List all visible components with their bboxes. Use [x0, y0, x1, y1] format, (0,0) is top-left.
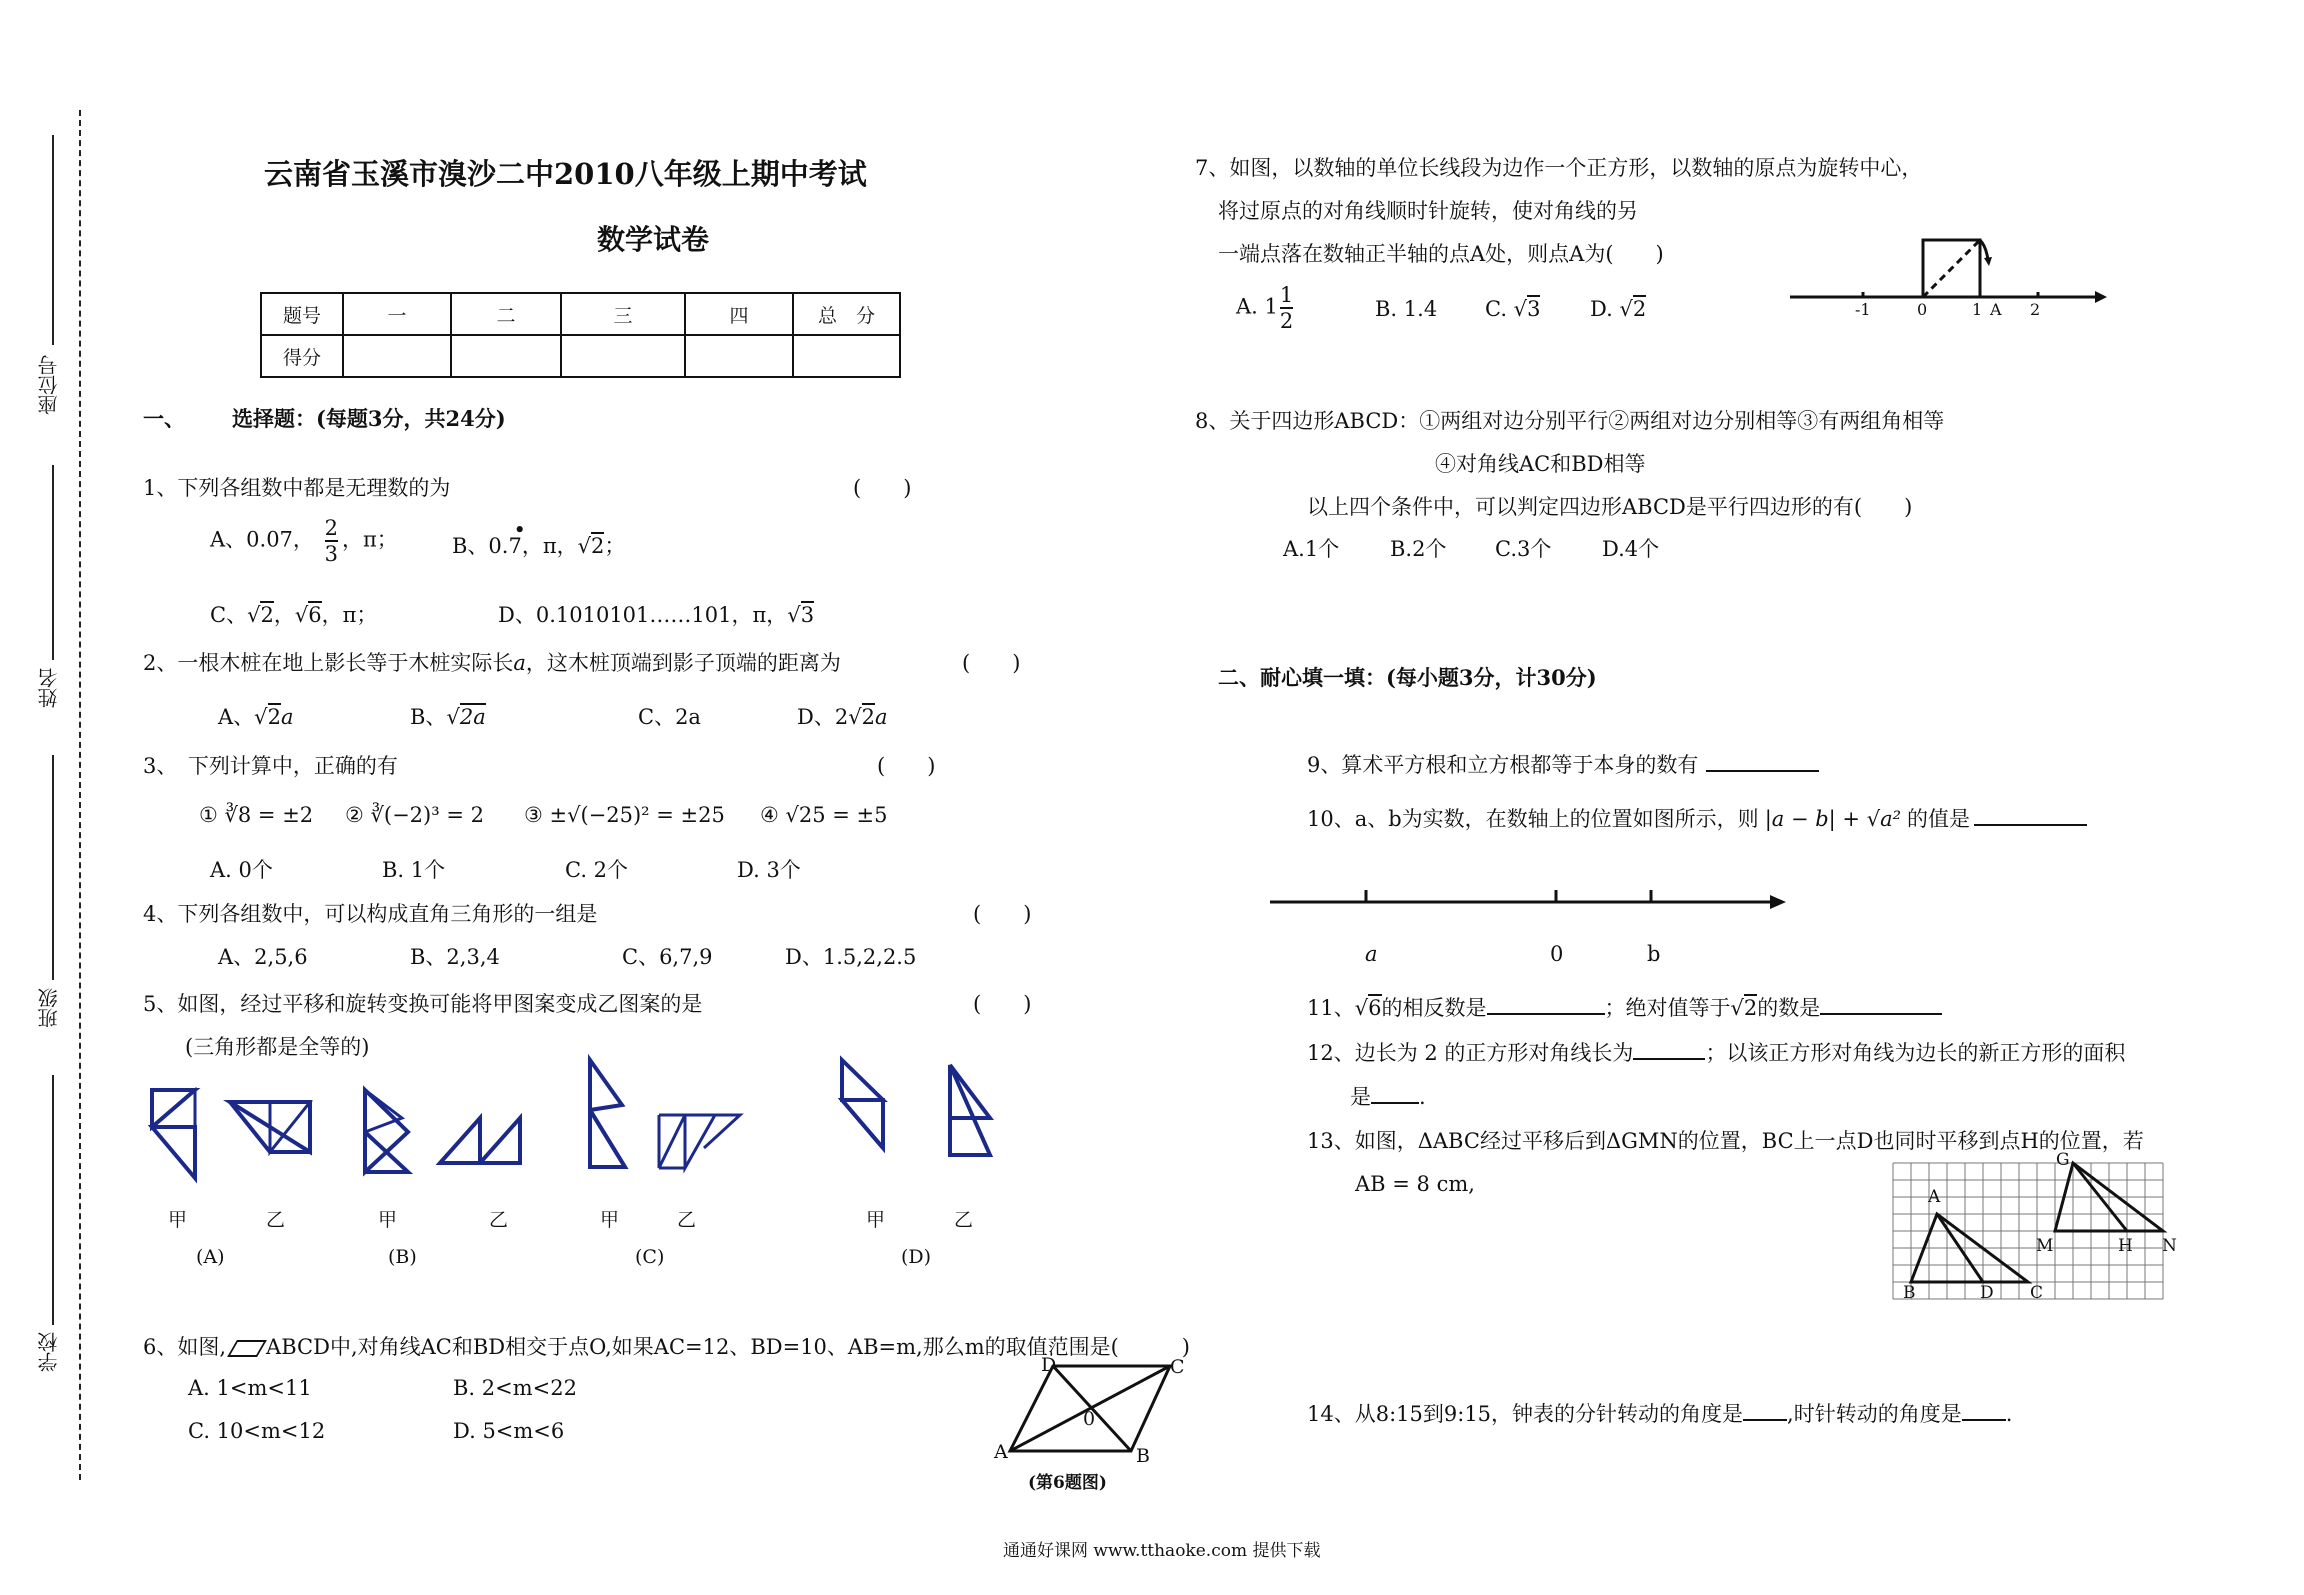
q7-tick-2: 2: [2030, 300, 2041, 319]
q1-paren: ( ): [853, 476, 912, 500]
q11-answer-blank-1[interactable]: [1487, 995, 1605, 1015]
q3-expr-2: ② ∛(−2)³ = 2: [345, 803, 484, 827]
q5-fig-b-jia: [365, 1090, 408, 1172]
q1-option-c: C、√2，√6，π；: [210, 603, 378, 627]
q8-line2: ④对角线AC和BD相等: [1435, 452, 1646, 476]
class-label: 班级: [37, 988, 61, 1028]
score-header-item: 总 分: [793, 293, 900, 335]
q6-fig-caption: (第6题图): [1028, 1473, 1107, 1493]
q7-option-d: D. √2: [1590, 297, 1647, 321]
q5-c-jia: 甲: [600, 1209, 620, 1231]
name-blank-line: [52, 465, 54, 660]
q13-pt-m: M: [2036, 1236, 2054, 1256]
q12-line1: 12、边长为 2 的正方形对角线长为 ；以该正方形对角线为边长的新正方形的面积: [1307, 1041, 2126, 1065]
exam-subtitle: 数学试卷: [597, 223, 710, 256]
q9-answer-blank[interactable]: [1706, 752, 1819, 772]
q5-paren: ( ): [973, 992, 1032, 1016]
q5-b-yi: 乙: [489, 1209, 509, 1231]
q2-option-b: B、√2a: [410, 705, 486, 729]
q7-option-c: C. √3: [1485, 297, 1541, 321]
q5-note: (三角形都是全等的): [185, 1035, 370, 1059]
q13-pt-a: A: [1928, 1187, 1941, 1207]
q7-tick-minus1: -1: [1855, 300, 1871, 319]
q6-option-b: B. 2<m<22: [453, 1376, 577, 1400]
q14-answer-blank-1[interactable]: [1743, 1401, 1787, 1421]
q6-stem: 6、如图, ABCD中,对角线AC和BD相交于点O,如果AC=12、BD=10、AB=m,那么m的取值范围是( ): [143, 1335, 1190, 1359]
q8-line3: 以上四个条件中，可以判定四边形ABCD是平行四边形的有( ): [1307, 495, 1913, 519]
q7-line1: 7、如图，以数轴的单位长线段为边作一个正方形，以数轴的原点为旋转中心，: [1195, 156, 1923, 180]
q13-pt-g: G: [2056, 1150, 2070, 1170]
score-header-item: 三: [561, 293, 685, 335]
q5-label-d: (D): [901, 1246, 932, 1268]
q5-fig-a-yi: [230, 1102, 310, 1152]
q1-stem: 1、下列各组数中都是无理数的为: [143, 476, 451, 500]
q4-option-d: D、1.5,2,2.5: [785, 945, 917, 969]
q6-option-a: A. 1<m<11: [188, 1376, 312, 1400]
q14-answer-blank-2[interactable]: [1962, 1401, 2006, 1421]
seat-blank-line: [52, 135, 54, 345]
section2-title: 二、耐心填一填：(每小题3分，计30分): [1218, 665, 1597, 690]
q6-pt-b: B: [1136, 1445, 1150, 1467]
q11-stem: 11、√6的相反数是 ；绝对值等于√2的数是: [1307, 992, 1942, 1022]
score-header-item: 一: [343, 293, 451, 335]
q6-option-d: D. 5<m<6: [453, 1419, 565, 1443]
exam-title: 云南省玉溪市溴沙二中2010八年级上期中考试: [264, 157, 867, 191]
school-label: 学校: [37, 1332, 61, 1372]
q5-figures: [140, 1060, 1040, 1180]
score-cell[interactable]: [793, 335, 900, 377]
q5-fig-d-yi: [950, 1065, 990, 1155]
score-header-item: 四: [685, 293, 793, 335]
q8-option-b: B.2个: [1390, 537, 1447, 561]
score-row-label: 得分: [261, 335, 343, 377]
q2-paren: ( ): [962, 651, 1021, 675]
q13-pt-n: N: [2162, 1236, 2177, 1256]
score-header-item: 题号: [261, 293, 343, 335]
q8-option-c: C.3个: [1495, 537, 1552, 561]
section1-title: 选择题：(每题3分，共24分): [232, 406, 506, 431]
q3-option-d: D. 3个: [737, 858, 801, 882]
q10-point-a: a: [1365, 942, 1378, 966]
q13-pt-c: C: [2030, 1283, 2044, 1303]
q3-expr-3: ③ ±√(−25)² = ±25: [524, 803, 725, 827]
q13-pt-d: D: [1980, 1283, 1994, 1303]
q1-option-d: D、0.1010101……101，π，√3: [498, 603, 815, 627]
q9-stem: 9、算术平方根和立方根都等于本身的数有: [1307, 749, 1819, 779]
seat-label: 座位号: [37, 355, 61, 415]
q5-fig-b-yi: [440, 1118, 520, 1163]
score-table: [260, 292, 901, 378]
q5-d-yi: 乙: [954, 1209, 974, 1231]
q6-option-c: C. 10<m<12: [188, 1419, 326, 1443]
q13-pt-h: H: [2118, 1236, 2133, 1256]
score-cell[interactable]: [561, 335, 685, 377]
q12-answer-blank-2[interactable]: [1371, 1084, 1419, 1104]
q5-fig-d-jia: [842, 1060, 883, 1148]
q5-a-jia: 甲: [168, 1209, 188, 1231]
q8-line1: 8、关于四边形ABCD：①两组对边分别平行②两组对边分别相等③有两组角相等: [1195, 409, 1945, 433]
q13-line2: AB = 8 cm,: [1355, 1172, 1475, 1196]
score-cell[interactable]: [343, 335, 451, 377]
q10-point-0: 0: [1550, 942, 1564, 966]
q4-paren: ( ): [973, 902, 1032, 926]
q5-fig-a-jia: [152, 1090, 195, 1178]
q5-c-yi: 乙: [677, 1209, 697, 1231]
q6-pt-a: A: [994, 1441, 1008, 1463]
q5-d-jia: 甲: [866, 1209, 886, 1231]
q5-b-jia: 甲: [378, 1209, 398, 1231]
q11-answer-blank-2[interactable]: [1820, 995, 1942, 1015]
q1-option-b: B、0. • 7，π，√2；: [452, 518, 626, 558]
score-cell[interactable]: [451, 335, 561, 377]
q10-answer-blank[interactable]: [1974, 806, 2087, 826]
section1-number: 一、: [143, 406, 185, 431]
q5-a-yi: 乙: [266, 1209, 286, 1231]
q5-fig-c-jia: [590, 1060, 625, 1167]
q10-point-b: b: [1647, 942, 1661, 966]
q5-stem: 5、如图，经过平移和旋转变换可能将甲图案变成乙图案的是: [143, 992, 703, 1016]
q10-number-line: [1270, 886, 1790, 916]
class-blank-line: [52, 755, 54, 980]
q7-line2: 将过原点的对角线顺时针旋转，使对角线的另: [1218, 199, 1638, 223]
q7-option-b: B. 1.4: [1375, 297, 1438, 321]
q1-option-a: A、0.07， $\frac{2}{3}$ ，π；: [210, 516, 398, 566]
school-blank-line: [52, 1075, 54, 1325]
q10-expression: |a − b| + √a²: [1764, 807, 1902, 831]
q3-expr-4: ④ √25 = ±5: [760, 803, 888, 827]
q7-tick-1: 1: [1972, 300, 1983, 319]
q3-option-a: A. 0个: [210, 858, 273, 882]
q3-stem: 3、 下列计算中，正确的有: [143, 754, 398, 778]
q5-fig-c-yi: [659, 1115, 740, 1168]
q4-stem: 4、下列各组数中，可以构成直角三角形的一组是: [143, 902, 598, 926]
q6-pt-d: D: [1041, 1354, 1057, 1376]
q2-option-c: C、2a: [638, 705, 701, 729]
q13-pt-b: B: [1903, 1283, 1916, 1303]
score-header-item: 二: [451, 293, 561, 335]
q13-grid-figure: [1893, 1163, 2163, 1303]
q12-answer-blank-1[interactable]: [1633, 1040, 1705, 1060]
q8-option-d: D.4个: [1602, 537, 1660, 561]
name-label: 姓名: [37, 668, 61, 708]
q5-label-c: (C): [635, 1246, 665, 1268]
q2-stem: 2、一根木桩在地上影长等于木桩实际长a，这木桩顶端到影子顶端的距离为: [143, 651, 841, 675]
q12-line2: 是 .: [1350, 1085, 1426, 1109]
score-cell[interactable]: [685, 335, 793, 377]
q7-tick-0: 0: [1917, 300, 1928, 319]
q7-number-line-figure: [1785, 232, 2105, 312]
q4-option-c: C、6,7,9: [622, 945, 713, 969]
q5-label-b: (B): [388, 1246, 417, 1268]
q4-option-a: A、2,5,6: [218, 945, 308, 969]
q7-line3: 一端点落在数轴正半轴的点A处，则点A为( ): [1218, 242, 1664, 266]
q2-option-a: A、√2a: [218, 705, 294, 729]
q3-paren: ( ): [877, 754, 936, 778]
q2-option-d: D、2√2a: [797, 705, 888, 729]
binding-dashed-line: [79, 110, 81, 1480]
q3-expr-1: ① ∛8 = ±2: [199, 803, 314, 827]
q3-option-c: C. 2个: [565, 858, 629, 882]
footer-source: 通通好课网 www.tthaoke.com 提供下载: [1003, 1541, 1321, 1561]
q6-pt-c: C: [1170, 1356, 1185, 1378]
q7-point-a: A: [1990, 300, 2002, 319]
parallelogram-icon: [227, 1340, 267, 1357]
q3-option-b: B. 1个: [382, 858, 446, 882]
q10-stem: 10、a、b为实数，在数轴上的位置如图所示，则 |a − b| + √a² 的值是: [1307, 803, 2087, 833]
q13-line1: 13、如图，ΔABC经过平移后到ΔGMN的位置，BC上一点D也同时平移到点H的位置，若: [1307, 1129, 2144, 1153]
q4-option-b: B、2,3,4: [410, 945, 500, 969]
q7-option-a: A. 1 $\frac{1}{2}$: [1236, 283, 1294, 333]
q14-stem: 14、从8:15到9:15，钟表的分针转动的角度是 ,时针转动的角度是 .: [1307, 1402, 2013, 1426]
q8-option-a: A.1个: [1283, 537, 1340, 561]
q5-label-a: (A): [196, 1246, 225, 1268]
q6-pt-o: 0: [1083, 1408, 1096, 1430]
